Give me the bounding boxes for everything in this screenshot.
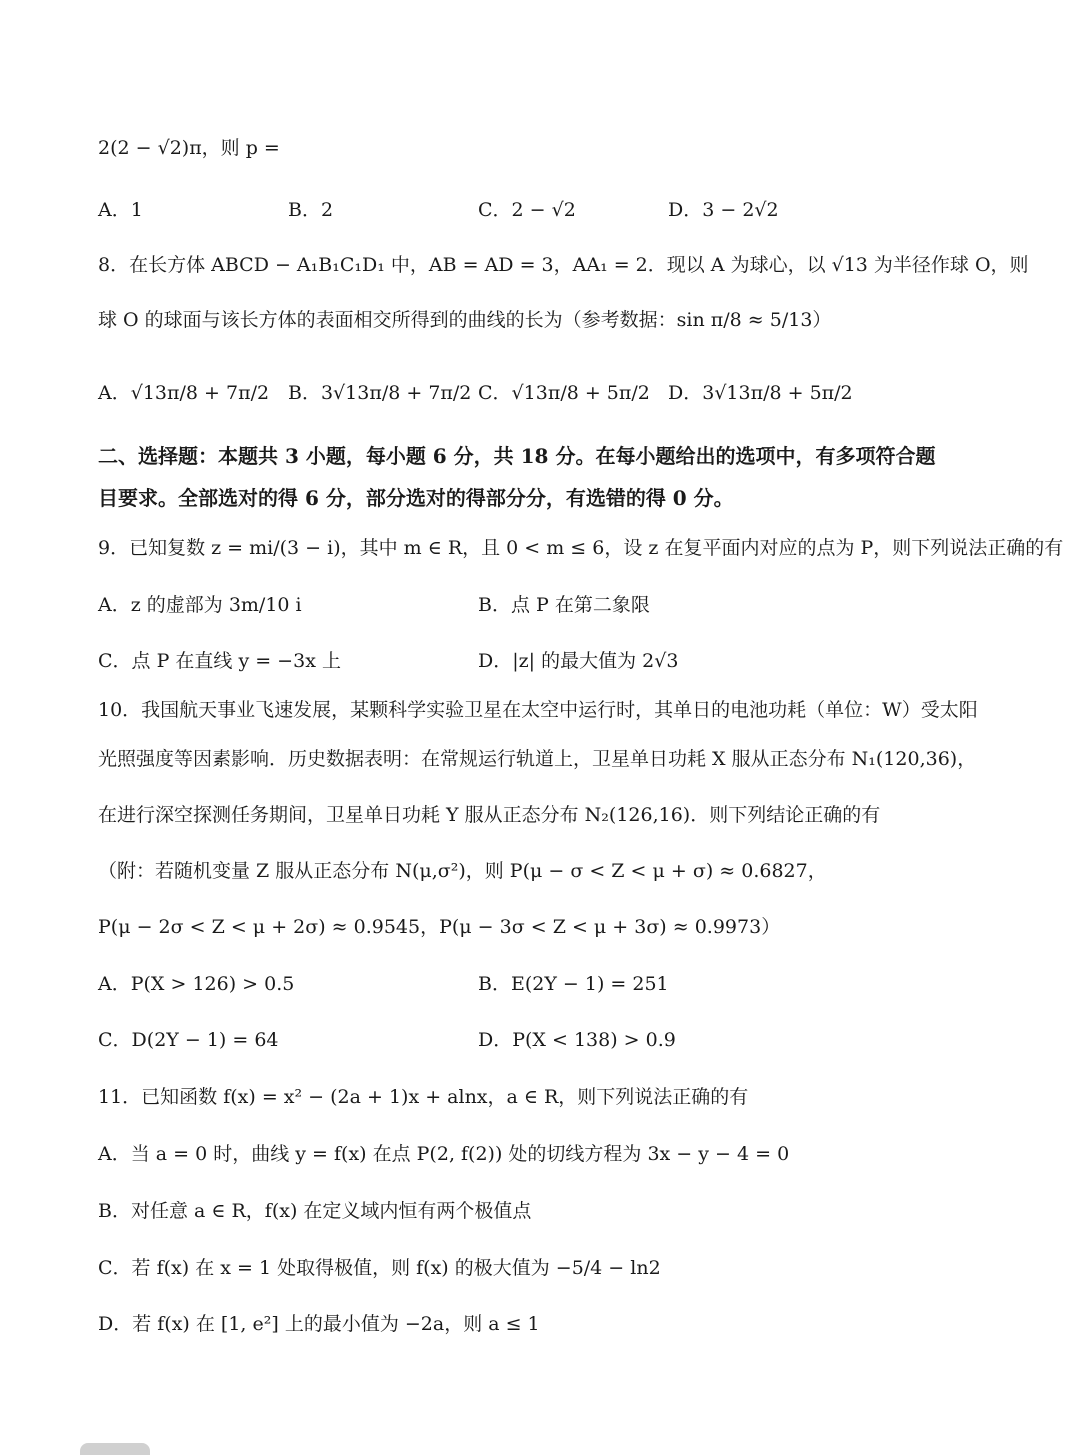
option-text: P(X > 126) > 0.5 [130,973,295,995]
q9-stem: 9．已知复数 z = mi/(3 − i)，其中 m ∈ R，且 0 < m ≤ 6，设 z 在复平面内对应的点为 P，则下列说法正确的有 [98,537,1064,559]
option-text: 2 − √2 [511,199,576,221]
option-label: A． [98,594,131,616]
option-label: B． [98,1200,131,1222]
option-label: A． [98,1143,131,1165]
option-text: √13π/8 + 5π/2 [511,382,650,404]
q8-stem-line2: 球 O 的球面与该长方体的表面相交所得到的曲线的长为（参考数据：sin π/8 ≈ 5/13） [98,309,832,331]
option-label: B． [288,382,321,404]
q7-option-c [478,195,576,222]
q10-option-a [98,969,294,996]
q9-option-b [478,590,650,617]
q10-option-d [478,1025,676,1052]
option-text: 3√13π/8 + 7π/2 [320,382,472,404]
option-label: D． [478,650,513,672]
option-text: 点 P 在直线 y = −3x 上 [131,650,341,672]
option-text: 对任意 a ∈ R，f(x) 在定义域内恒有两个极值点 [130,1200,532,1222]
option-label: A． [98,973,131,995]
q10-stem-line1: 10．我国航天事业飞速发展，某颗科学实验卫星在太空中运行时，其单日的电池功耗（单位：W）受太阳 [98,699,978,721]
option-text: 若 f(x) 在 [1, e²] 上的最小值为 −2a，则 a ≤ 1 [132,1313,540,1335]
q7-option-b [288,195,333,222]
option-label: C． [478,382,512,404]
q10-stem-line2: 光照强度等因素影响．历史数据表明：在常规运行轨道上，卫星单日功耗 X 服从正态分布 N₁(120,36)， [98,748,977,770]
q10-stem-line4: （附：若随机变量 Z 服从正态分布 N(μ,σ²)，则 P(μ − σ < Z < μ + σ) ≈ 0.6827， [98,860,827,882]
option-text: E(2Y − 1) = 251 [510,973,669,995]
option-label: B． [478,973,511,995]
option-text: 3 − 2√2 [702,199,779,221]
option-text: 2 [320,199,334,221]
option-label: D． [668,382,703,404]
q11-option-a [98,1139,789,1166]
q7-option-d [668,195,779,222]
q8-stem-line1: 8．在长方体 ABCD − A₁B₁C₁D₁ 中，AB = AD = 3，AA₁ = 2．现以 A 为球心，以 √13 为半径作球 O，则 [98,254,1029,276]
q10-stem-line3: 在进行深空探测任务期间，卫星单日功耗 Y 服从正态分布 N₂(126,16)．则下列结论正确的有 [98,804,881,826]
option-label: D． [668,199,703,221]
option-label: D． [98,1313,133,1335]
option-label: A． [98,199,131,221]
option-text: 3√13π/8 + 5π/2 [702,382,853,404]
option-label: C． [478,199,512,221]
option-label: C． [98,1257,132,1279]
q11-option-b [98,1196,531,1223]
q10-option-b [478,969,669,996]
option-label: B． [478,594,511,616]
option-label: A． [98,382,131,404]
option-text: 若 f(x) 在 x = 1 处取得极值，则 f(x) 的极大值为 −5/4 − ln2 [131,1257,661,1279]
q9-option-d [478,646,678,673]
q10-stem-line5: P(μ − 2σ < Z < μ + 2σ) ≈ 0.9545，P(μ − 3σ < Z < μ + 3σ) ≈ 0.9973） [98,916,781,938]
option-text: D(2Y − 1) = 64 [131,1029,279,1051]
option-label: C． [98,650,132,672]
q7-option-a [98,195,143,222]
scroll-handle[interactable] [80,1443,150,1455]
q8-option-b [288,378,471,405]
q8-option-a [98,378,269,405]
option-text: 1 [130,199,143,221]
q7-stem-fragment: 2(2 − √2)π，则 p = [98,137,280,159]
option-text: √13π/8 + 7π/2 [130,382,270,404]
q11-option-d [98,1309,540,1336]
q8-option-c [478,378,650,405]
q11-option-c [98,1253,661,1280]
option-text: |z| 的最大值为 2√3 [512,650,679,672]
section-2-heading-line1: 二、选择题：本题共 3 小题，每小题 6 分，共 18 分。在每小题给出的选项中，有多项符合题 [98,444,936,468]
section-2-heading-line2: 目要求。全部选对的得 6 分，部分选对的得部分分，有选错的得 0 分。 [98,486,734,510]
option-text: z 的虚部为 3m/10 i [130,594,302,616]
q10-option-c [98,1025,279,1052]
option-label: B． [288,199,321,221]
option-label: C． [98,1029,132,1051]
q11-stem: 11．已知函数 f(x) = x² − (2a + 1)x + alnx，a ∈ R，则下列说法正确的有 [98,1086,749,1108]
q9-option-c [98,646,341,673]
option-text: 点 P 在第二象限 [510,594,650,616]
option-label: D． [478,1029,513,1051]
option-text: P(X < 138) > 0.9 [512,1029,676,1051]
q9-option-a [98,590,302,617]
q8-option-d [668,378,853,405]
option-text: 当 a = 0 时，曲线 y = f(x) 在点 P(2, f(2)) 处的切线方程为 3x − y − 4 = 0 [130,1143,790,1165]
